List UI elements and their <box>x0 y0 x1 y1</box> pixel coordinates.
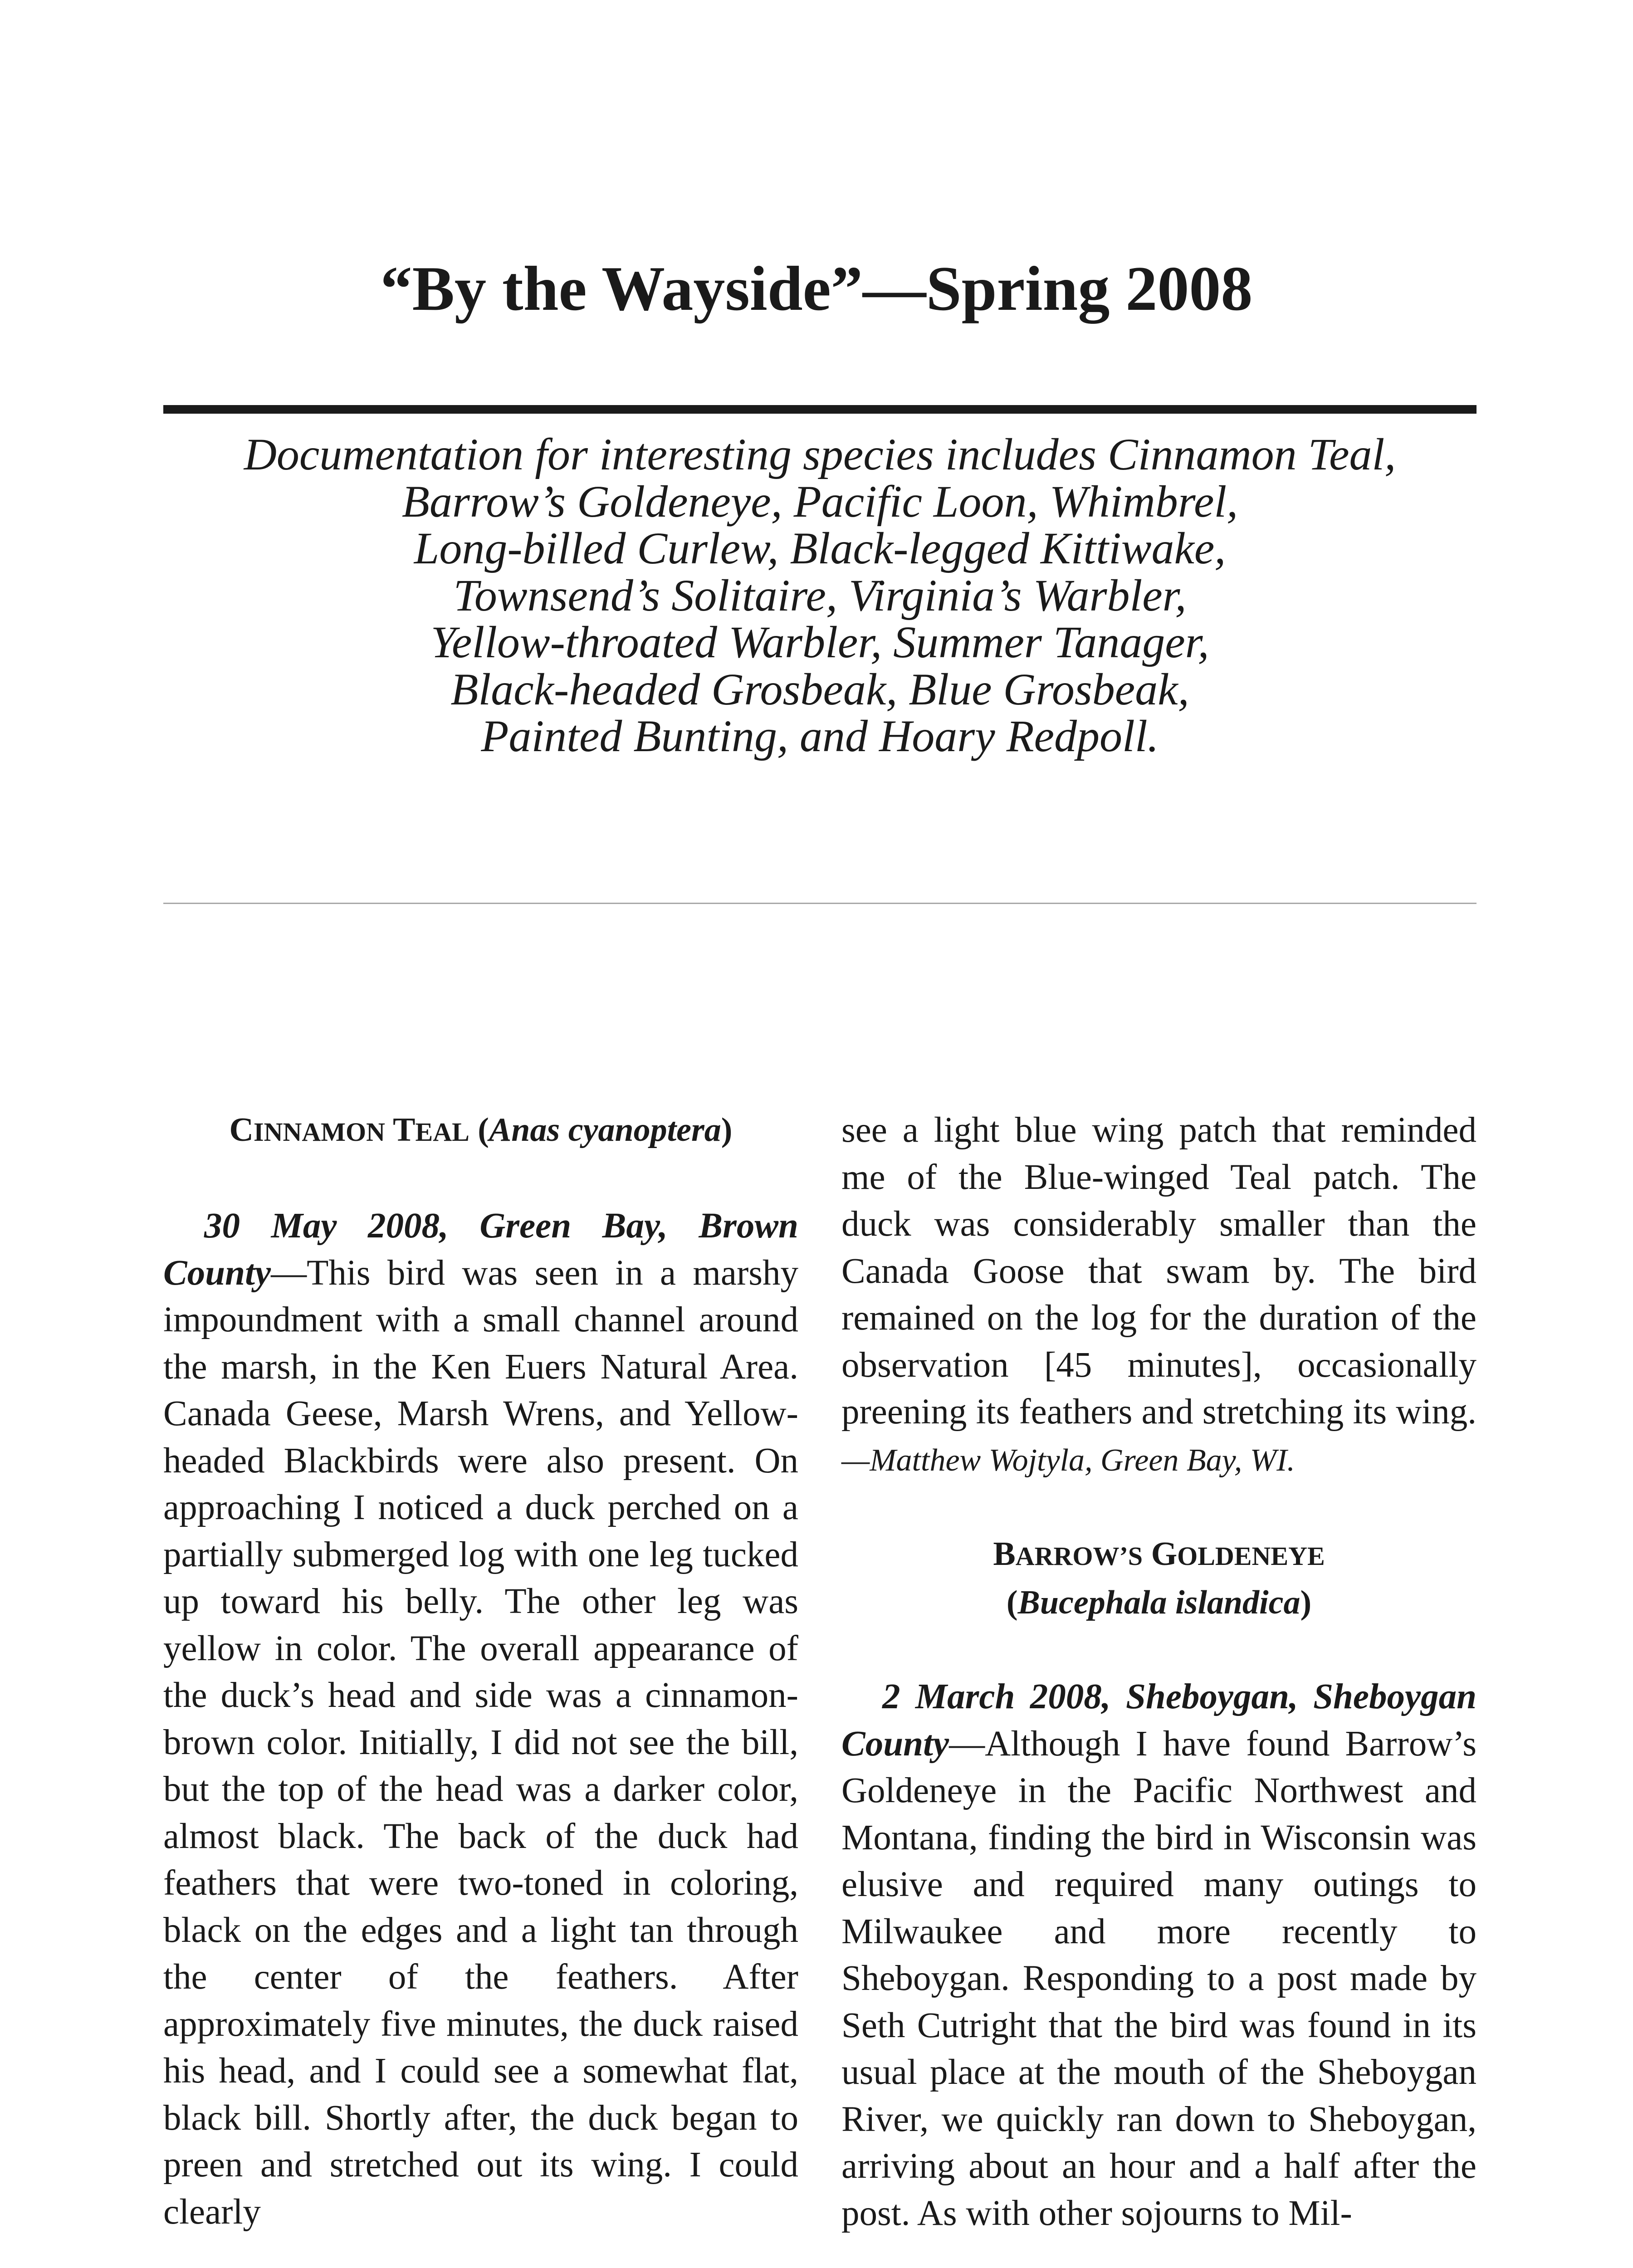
heading-paren: ( <box>1006 1584 1018 1621</box>
heading-initial: T <box>393 1111 416 1149</box>
heading-paren: ) <box>721 1111 733 1149</box>
observation-lead: 30 May 2008, Green Bay, Brown County <box>163 1206 798 1293</box>
heading-initial: B <box>993 1535 1016 1573</box>
subtitle-line: Black-headed Grosbeak, Blue Grosbeak, <box>450 664 1189 714</box>
column-right <box>841 1107 1477 2237</box>
species-heading-cinnamon-teal <box>163 1107 798 1156</box>
heading-initial: G <box>1151 1535 1178 1573</box>
subtitle-rule <box>163 903 1477 904</box>
heading-common-name <box>841 1531 1477 1580</box>
observer-byline: —Matthew Wojtyla, Green Bay, WI. <box>841 1442 1295 1478</box>
observation-paragraph <box>163 1202 798 2235</box>
title-rule <box>163 405 1477 414</box>
scientific-name: Bucephala islandica <box>1017 1584 1301 1621</box>
subtitle-line: Barrow’s Goldeneye, Pacific Loon, Whimbrel, <box>401 476 1238 527</box>
observation-paragraph <box>841 1673 1477 2237</box>
column-left <box>163 1107 798 2235</box>
observation-text: —This bird was seen in a marshy impoundment with a small channel around the marsh, in the Ken Euers Natural Area. Canada Geese, Marsh Wrens, and Yellow-headed Blackbirds were also present. On approaching I noticed a duck perched on a partially submerged log with one leg tucked up toward his belly. The other leg was yellow in color. The overall appearance of the duck’s head and side was a cinnamon-brown color. Initially, I did not see the bill, but the top of the head was a darker color, almost black. The back of the duck had feathers that were two-toned in coloring, black on the edges and a light tan through the center of the feathers. After approximately five minutes, the duck raised his head, and I could see a somewhat flat, black bill. Shortly after, the duck began to preen and stretched out its wing. I could clearly <box>163 1253 798 2232</box>
species-heading-barrows-goldeneye <box>841 1531 1477 1627</box>
heading-smallcaps: INNAMON <box>254 1117 385 1147</box>
subtitle-line: Documentation for interesting species includes Cinnamon Teal, <box>244 429 1396 479</box>
subtitle-line: Yellow-throated Warbler, Summer Tanager, <box>430 617 1209 667</box>
subtitle-line: Painted Bunting, and Hoary Redpoll. <box>481 711 1159 761</box>
observation-paragraph-continued <box>841 1107 1477 1484</box>
scientific-name: Anas cyanoptera <box>489 1111 721 1149</box>
heading-scientific-line <box>841 1579 1477 1627</box>
article-title: “By the Wayside”—Spring 2008 <box>380 254 1253 324</box>
heading-paren: ) <box>1300 1584 1312 1621</box>
heading-initial: C <box>229 1111 254 1149</box>
subtitle-line: Townsend’s Solitaire, Virginia’s Warbler, <box>453 570 1187 621</box>
heading-paren: ( <box>478 1111 489 1149</box>
subtitle-line: Long-billed Curlew, Black-legged Kittiwake, <box>414 523 1226 573</box>
article-subtitle <box>163 431 1477 760</box>
observation-lead: 2 March 2008, Sheboygan, Sheboygan County <box>841 1677 1477 1764</box>
observation-text: see a light blue wing patch that reminded me of the Blue-winged Teal patch. The duck was considerably smaller than the Canada Goose that swam by. The bird remained on the log for the duration of the observation [45 minutes], occasionally preening its feathers and stretching its wing. <box>841 1110 1477 1432</box>
heading-smallcaps: EAL <box>415 1117 469 1147</box>
observation-text: —Although I have found Barrow’s Goldeneye in the Pacific Northwest and Montana, finding the bird in Wisconsin was elusive and required many outings to Milwaukee and more recently to Sheboygan. Responding to a post made by Seth Cutright that the bird was found in its usual place at the mouth of the Sheboygan River, we quickly ran down to Sheboygan, arriving about an hour and a half after the post. As with other sojourns to Mil- <box>841 1724 1477 2233</box>
heading-smallcaps: OLDENEYE <box>1177 1541 1325 1571</box>
heading-smallcaps: ARROW’S <box>1015 1541 1143 1571</box>
